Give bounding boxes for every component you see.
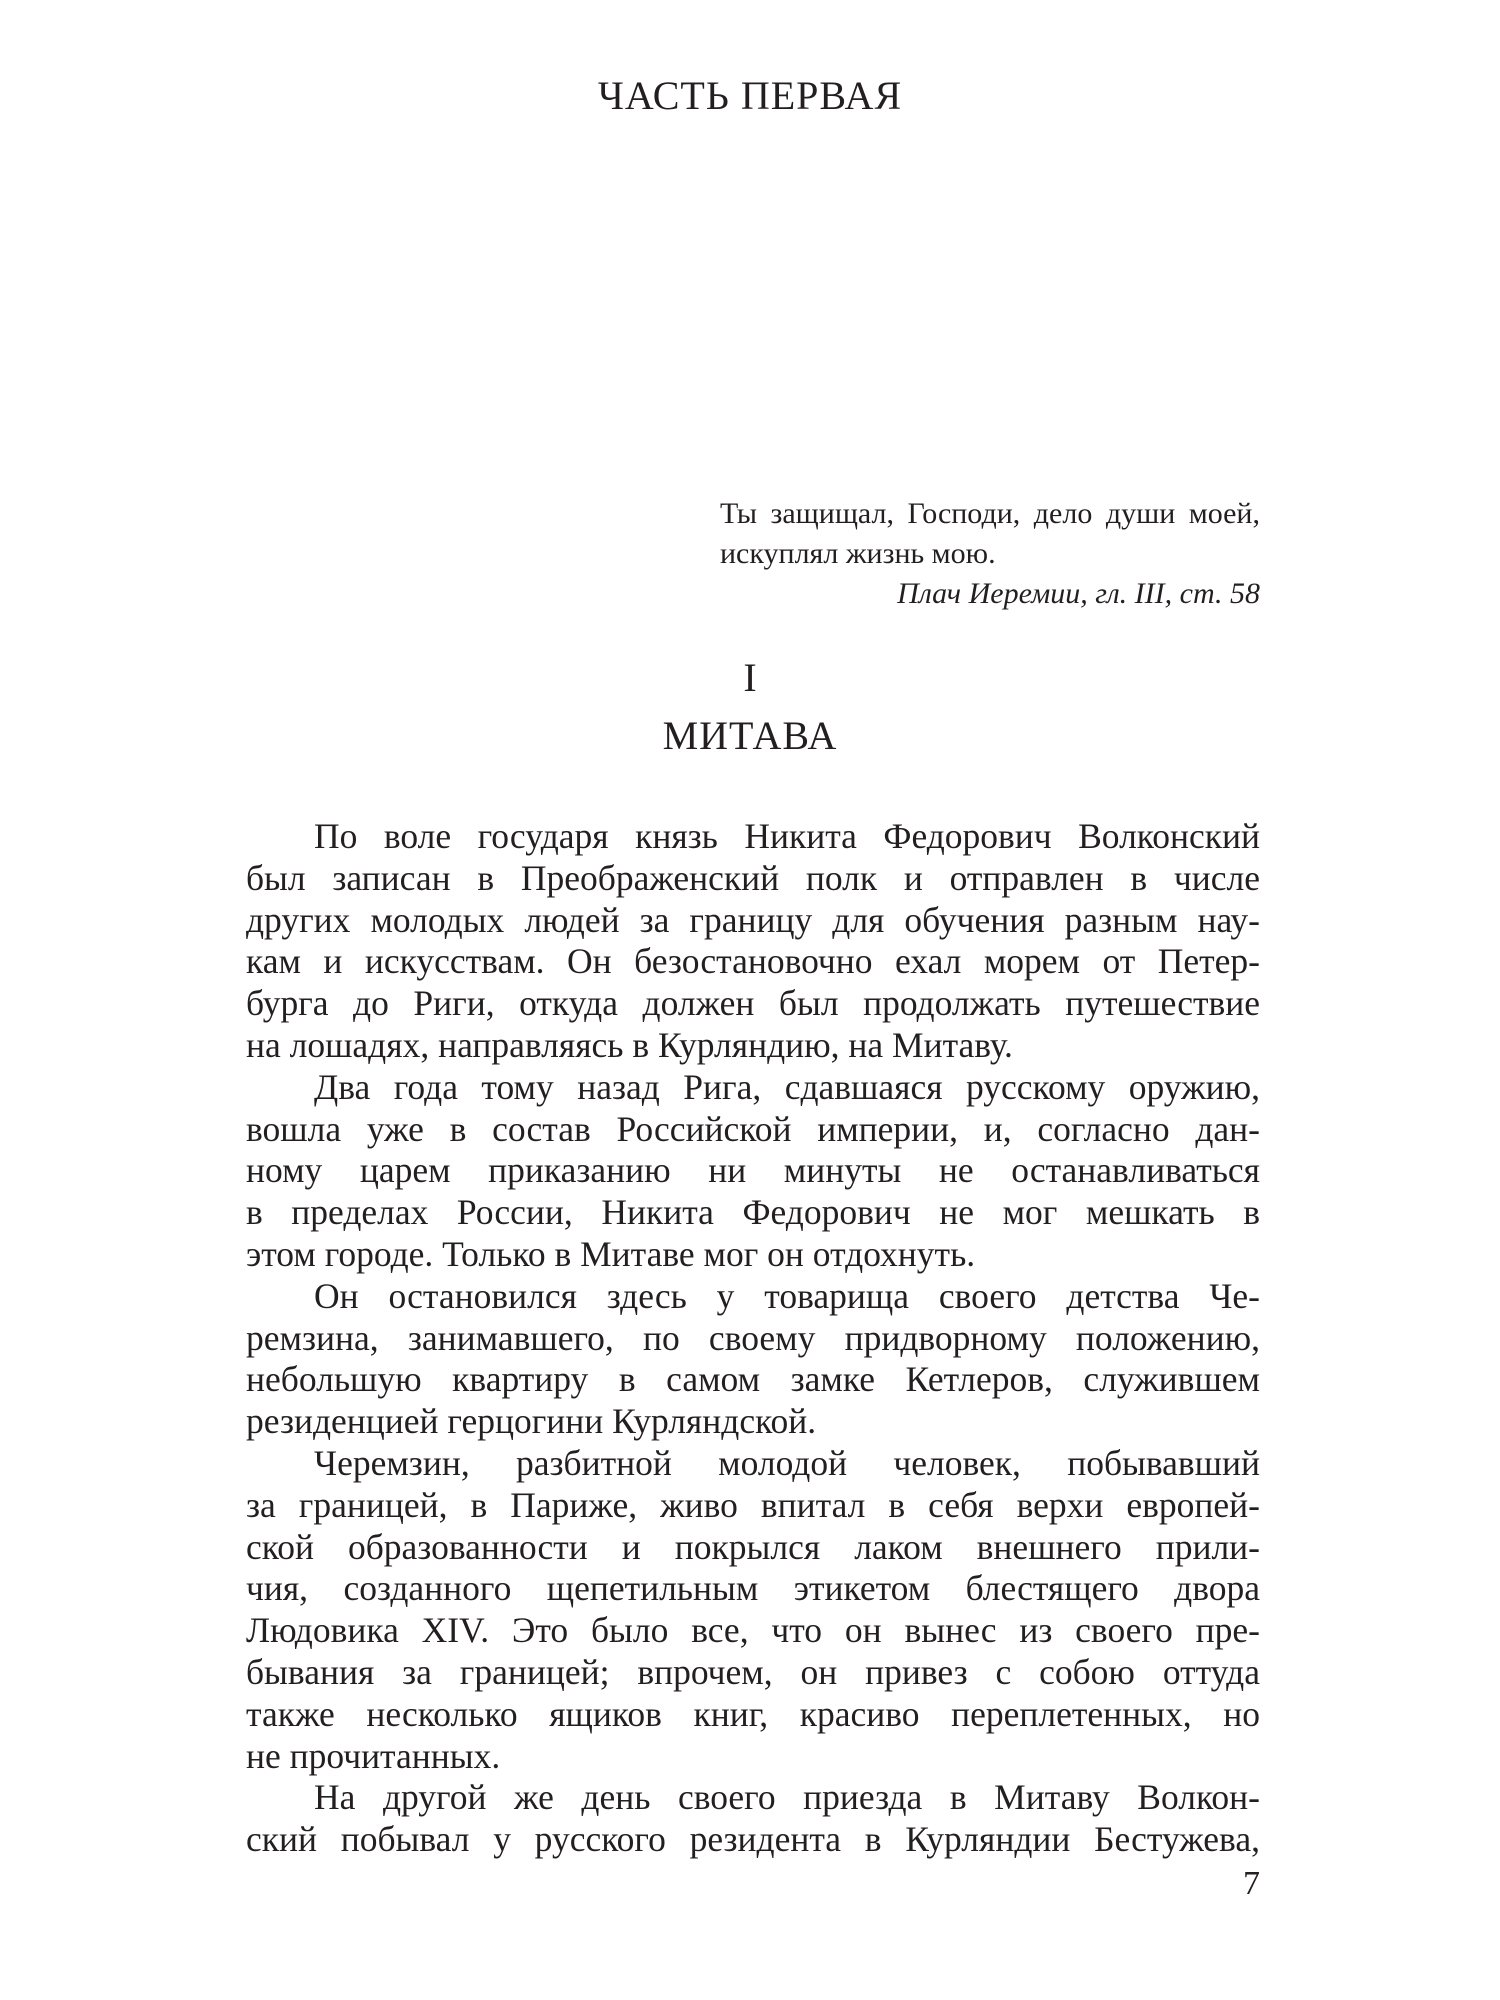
chapter-body [246, 816, 1260, 1861]
chapter-title: МИТАВА [662, 713, 838, 758]
epigraph [720, 494, 1260, 614]
text-line: бывания за границей; впрочем, он привез с собою оттуда [246, 1651, 1260, 1692]
text-line: ский побывал у русского резидента в Курляндии Бестужева, [246, 1819, 1260, 1860]
chapter-number: I [743, 655, 757, 700]
text-line: вошла уже в состав Российской империи, и, согласно дан- [246, 1108, 1260, 1149]
text-line: Два года тому назад Рига, сдавшаяся русскому оружию, [314, 1066, 1260, 1107]
text-line: По воле государя князь Никита Федорович Волконский [314, 816, 1260, 856]
text-line: Черемзин, разбитной молодой человек, побывавший [314, 1442, 1260, 1483]
epigraph-source: Плач Иеремии, гл. III, ст. 58 [897, 577, 1260, 610]
text-line: ской образованности и покрылся лаком внешнего прили- [246, 1526, 1260, 1567]
text-line: в пределах России, Никита Федорович не мог мешкать в [246, 1192, 1260, 1233]
text-line: Людовика XIV. Это было все, что он вынес из своего пре- [246, 1610, 1260, 1651]
text-line: резиденцией герцогини Курляндской. [246, 1401, 817, 1442]
text-line: бурга до Риги, откуда должен был продолжать путешествие [246, 983, 1260, 1024]
text-line: был записан в Преображенский полк и отправлен в числе [246, 857, 1260, 898]
text-line: также несколько ящиков книг, красиво переплетенных, но [246, 1693, 1260, 1734]
page-number: 7 [1243, 1865, 1260, 1902]
text-line: не прочитанных. [246, 1735, 501, 1776]
part-title: ЧАСТЬ ПЕРВАЯ [597, 73, 903, 118]
text-line: чия, созданного щепетильным этикетом блестящего двора [246, 1568, 1260, 1609]
text-line: ному царем приказанию ни минуты не останавливаться [246, 1150, 1260, 1191]
text-line: небольшую квартиру в самом замке Кетлеров, служившем [246, 1359, 1260, 1400]
text-line: кам и искусствам. Он безостановочно ехал морем от Петер- [246, 941, 1260, 982]
text-line: на лошадях, направляясь в Курляндию, на Митаву. [246, 1024, 1013, 1065]
text-line: этом городе. Только в Митаве мог он отдохнуть. [246, 1233, 976, 1274]
text-line: На другой же день своего приезда в Митаву Волкон- [314, 1777, 1260, 1818]
text-line: ремзина, занимавшего, по своему придворному положению, [246, 1317, 1260, 1358]
text-line: за границей, в Париже, живо впитал в себя верхи европей- [246, 1484, 1260, 1525]
text-line: других молодых людей за границу для обучения разным нау- [246, 899, 1260, 940]
text-line: Он остановился здесь у товарища своего детства Че- [314, 1275, 1260, 1316]
epigraph-text: Ты защищал, Господи, дело души моей, искуплял жизнь мою. [720, 497, 1260, 570]
